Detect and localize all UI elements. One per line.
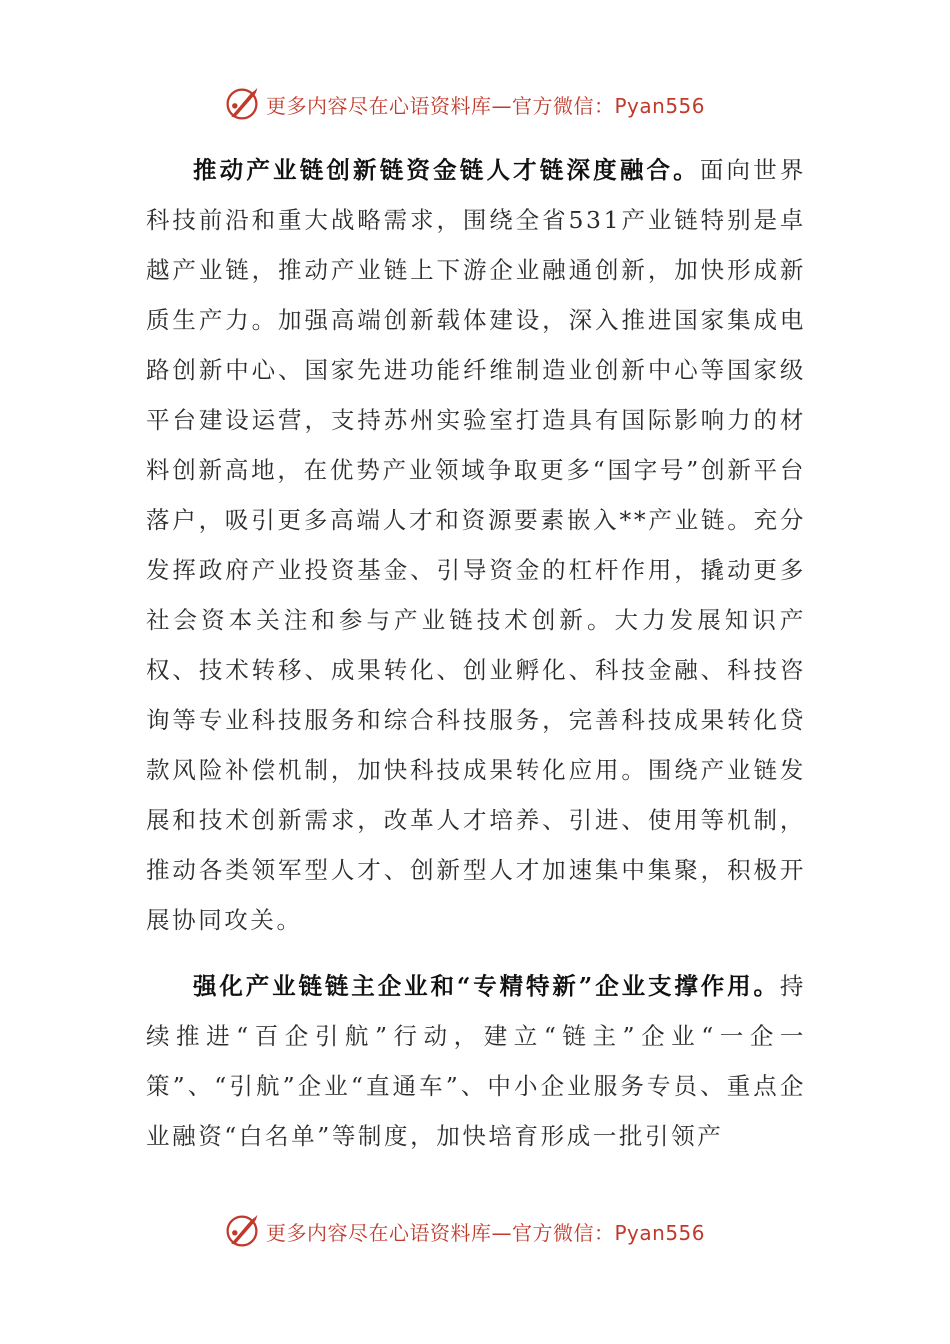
paragraph-1 <box>146 145 806 945</box>
watermark-footer <box>224 1211 705 1251</box>
paragraph-2 <box>146 961 806 1161</box>
document-body <box>146 145 806 1177</box>
quill-pen-icon <box>224 1213 260 1249</box>
watermark-header <box>224 84 705 124</box>
quill-pen-icon <box>224 86 260 122</box>
paragraph-text: 持续推进“百企引航”行动，建立“链主”企业“一企一策”、“引航”企业“直通车”、中小企业服务专员、重点企业融资“白名单”等制度，加快培育形成一批引领产 <box>146 972 806 1150</box>
paragraph-text: 面向世界科技前沿和重大战略需求，围绕全省531产业链特别是卓越产业链，推动产业链上下游企业融通创新，加快形成新质生产力。加强高端创新载体建设，深入推进国家集成电路创新中心、国家先进功能纤维制造业创新中心等国家级平台建设运营，支持苏州实验室打造具有国际影响力的材料创新高地，在优势产业领域争取更多“国字号”创新平台落户，吸引更多高端人才和资源要素嵌入**产业链。充分发挥政府产业投资基金、引导资金的杠杆作用，撬动更多社会资本关注和参与产业链技术创新。大力发展知识产权、技术转移、成果转化、创业孵化、科技金融、科技咨询等专业科技服务和综合科技服务，完善科技成果转化贷款风险补偿机制，加快科技成果转化应用。围绕产业链发展和技术创新需求，改革人才培养、引进、使用等机制，推动各类领军型人才、创新型人才加速集中集聚，积极开展协同攻关。 <box>146 156 806 934</box>
watermark-text: 更多内容尽在心语资料库—官方微信：Pyan556 <box>266 1220 706 1245</box>
paragraph-heading: 强化产业链链主企业和“专精特新”企业支撑作用。 <box>193 972 780 1000</box>
paragraph-heading: 推动产业链创新链资金链人才链深度融合。 <box>193 156 700 184</box>
watermark-text: 更多内容尽在心语资料库—官方微信：Pyan556 <box>266 93 706 118</box>
